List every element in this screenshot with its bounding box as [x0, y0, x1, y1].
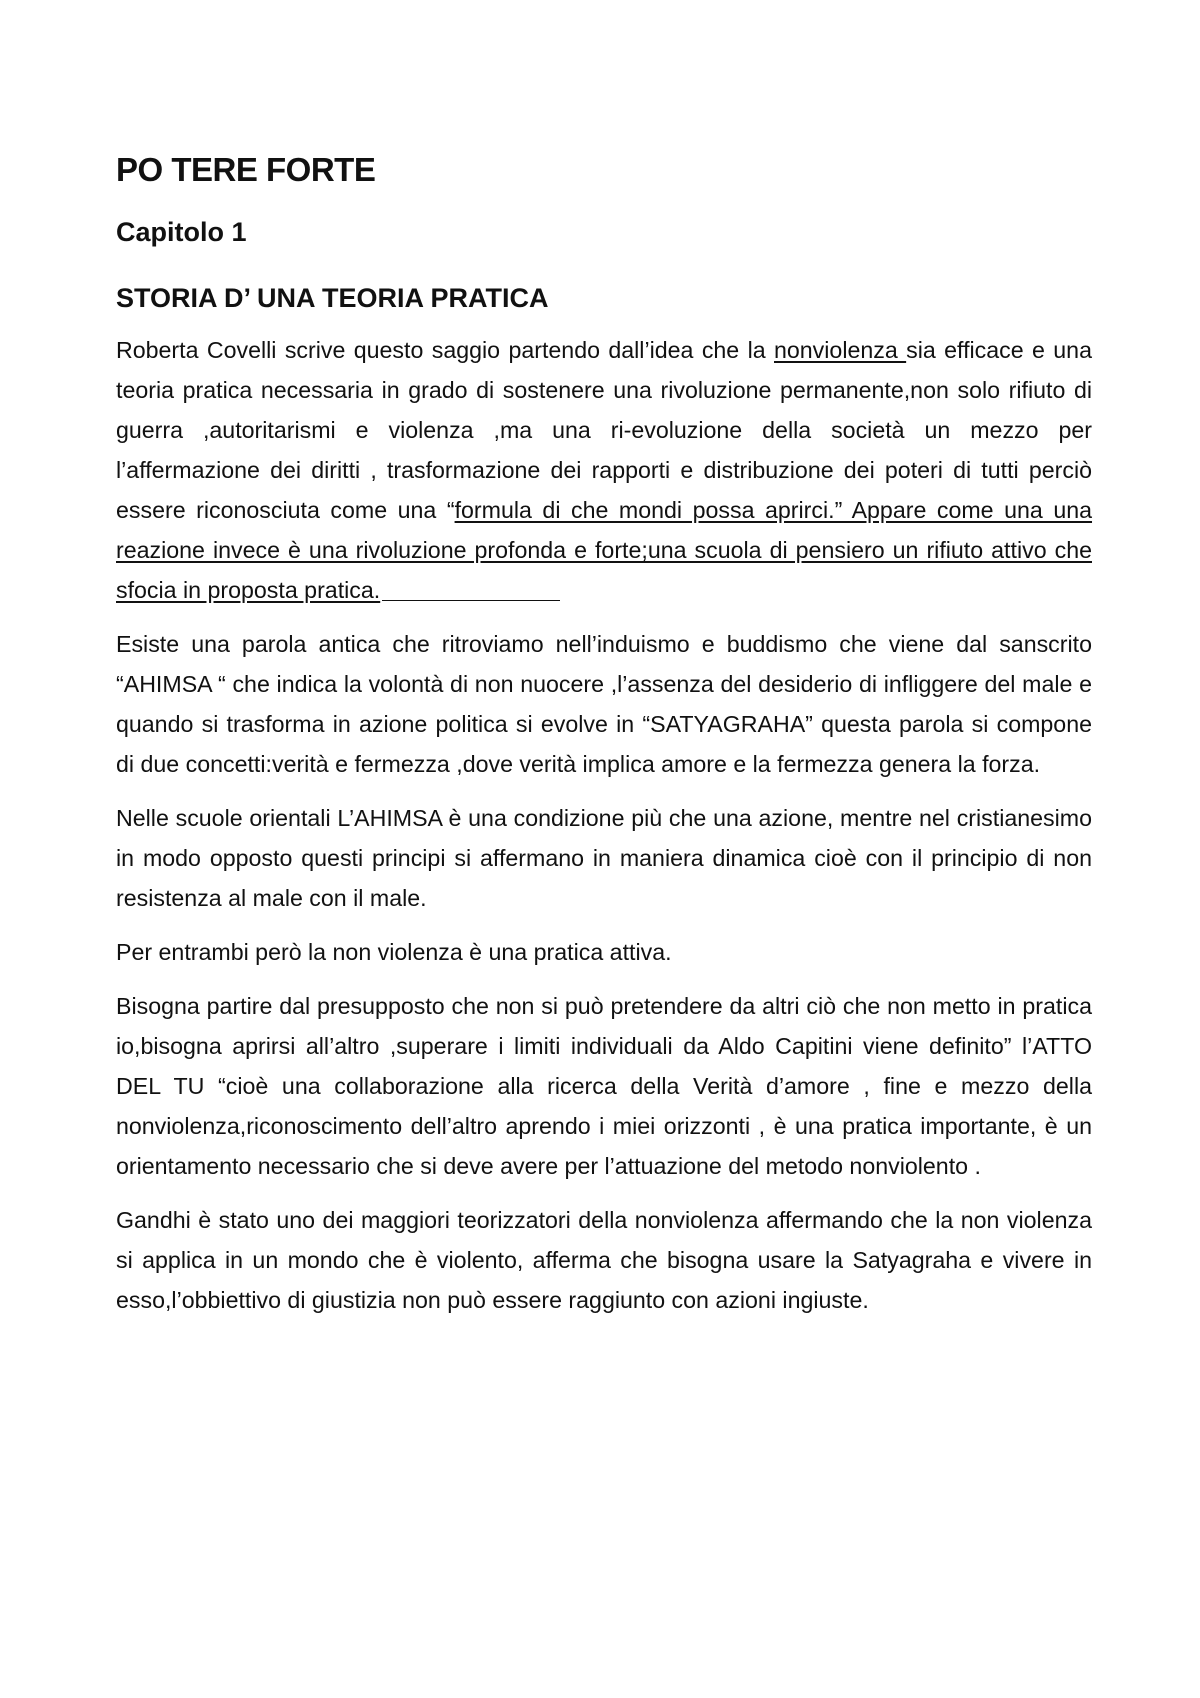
chapter-heading: Capitolo 1 — [116, 217, 247, 247]
underline-blank — [382, 599, 560, 601]
paragraph-1 — [116, 330, 1092, 610]
paragraph-2: Esiste una parola antica che ritroviamo nell’induismo e buddismo che viene dal sanscrito “AHIMSA “ che indica la volontà di non nuocere ,l’assenza del desiderio di infliggere del male e quando si trasforma in azione politica si evolve in “SATYAGRAHA” questa parola si compone di due concetti:verità e fermezza ,dove verità implica amore e la fermezza genera la forza. — [116, 631, 1092, 777]
section-title: STORIA D’ UNA TEORIA PRATICA — [116, 283, 549, 313]
paragraph-3: Nelle scuole orientali L’AHIMSA è una condizione più che una azione, mentre nel cristianesimo in modo opposto questi principi si affermano in maniera dinamica cioè con il principio di non resistenza al male con il male. — [116, 805, 1092, 911]
paragraph-1-text-b: sia efficace e una teoria pratica necessaria in grado di sostenere una rivoluzione permanente,non solo rifiuto di guerra ,autoritarismi e violenza ,ma una ri-evoluzione della società un mezzo per l’affermazione dei diritti , trasformazione dei rapporti e distribuzione dei poteri di tutti perciò essere riconosciuta come una “ — [116, 337, 1092, 523]
paragraph-4: Per entrambi però la non violenza è una pratica attiva. — [116, 939, 672, 965]
document-title: PO TERE FORTE — [116, 151, 376, 188]
paragraph-5: Bisogna partire dal presupposto che non si può pretendere da altri ciò che non metto in pratica io,bisogna aprirsi all’altro ,superare i limiti individuali da Aldo Capitini viene definito” l’ATTO DEL TU “cioè una collaborazione alla ricerca della Verità d’amore , fine e mezzo della nonviolenza,riconoscimento dell’altro aprendo i miei orizzonti , è una pratica importante, è un orientamento necessario che si deve avere per l’attuazione del metodo nonviolento . — [116, 993, 1092, 1179]
document-body — [116, 150, 1092, 1320]
underlined-passage: formula di che mondi possa aprirci.” Appare come una una reazione invece è una rivoluzione profonda e forte;una scuola di pensiero un rifiuto attivo che sfocia in proposta pratica. — [116, 497, 1093, 603]
paragraph-1-text-a: Roberta Covelli scrive questo saggio partendo dall’idea che la — [116, 337, 774, 363]
underlined-term-nonviolenza: nonviolenza — [774, 337, 907, 363]
paragraph-6: Gandhi è stato uno dei maggiori teorizzatori della nonviolenza affermando che la non violenza si applica in un mondo che è violento, afferma che bisogna usare la Satyagraha e vivere in esso,l’obbiettivo di giustizia non può essere raggiunto con azioni ingiuste. — [116, 1207, 1092, 1313]
